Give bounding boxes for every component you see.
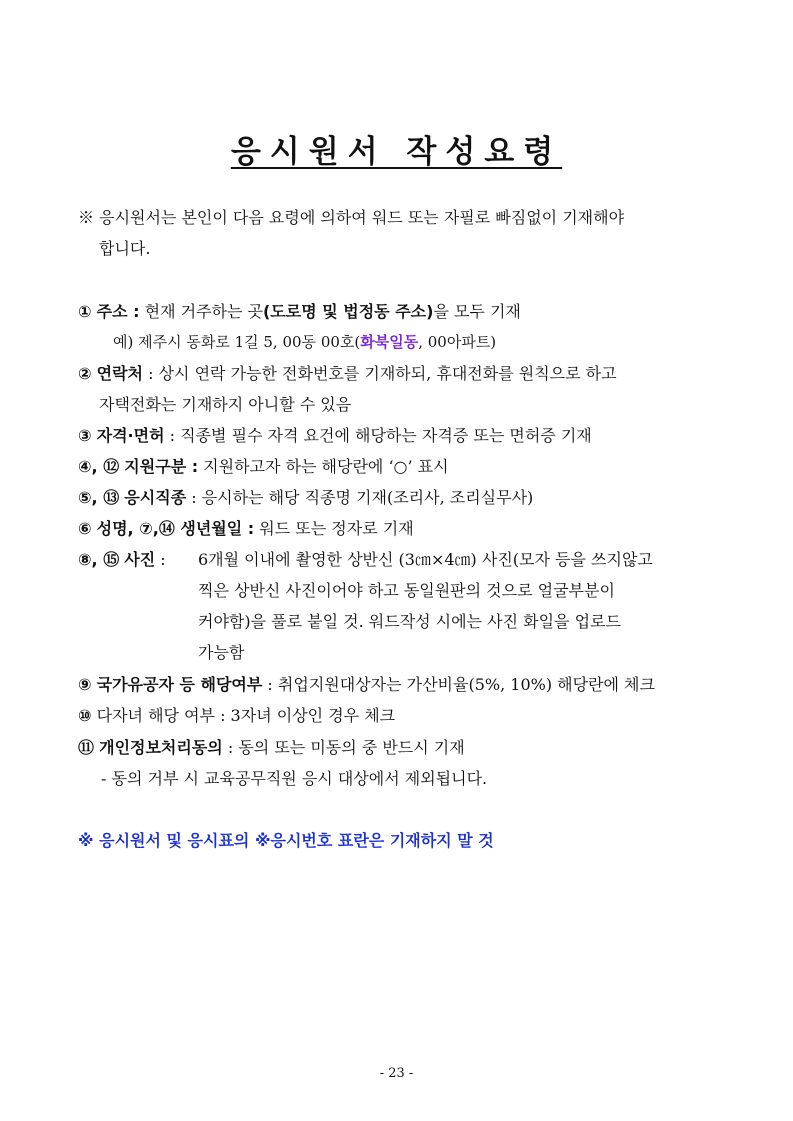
item-number: ⑧, ⑮ <box>78 550 120 569</box>
item-privacy-cont: - 동의 거부 시 교육공무직원 응시 대상에서 제외됩니다. <box>101 769 488 788</box>
item-text: : 상시 연락 가능한 전화번호를 기재하되, 휴대전화를 원칙으로 하고 <box>143 364 617 383</box>
photo-line-1: 6개월 이내에 촬영한 상반신 (3㎝×4㎝) 사진(모자 등을 쓰지않고 <box>198 550 653 569</box>
item-number: ② <box>78 364 92 383</box>
item-text: : 취업지원대상자는 가산비율(5%, 10%) 해당란에 체크 <box>262 675 655 694</box>
item-contact-cont: 자택전화는 기재하지 아니할 수 있음 <box>99 395 352 414</box>
item-label: 응시직종 <box>124 488 187 507</box>
item-text: 다자녀 해당 여부 : 3자녀 이상인 경우 체크 <box>91 706 396 725</box>
item-label: 사진 <box>124 550 156 569</box>
item-text: : 응시하는 해당 직종명 기재(조리사, 조리실무사) <box>186 488 534 507</box>
address-example <box>113 331 496 353</box>
item-photo <box>78 549 166 571</box>
notice-line-1 <box>78 207 624 229</box>
item-text: 지원하고자 하는 해당란에 ‘○’ 표시 <box>198 457 449 476</box>
item-number: ⑩ <box>78 706 92 725</box>
document-title: 응시원서 작성요령 <box>230 134 563 170</box>
item-label: 자격·면허 <box>96 426 165 445</box>
item-text-2: 을 모두 기재 <box>433 302 521 321</box>
item-text: : 직종별 필수 자격 요건에 해당하는 자격증 또는 면허증 기재 <box>164 426 592 445</box>
notice-mark: ※ <box>78 208 95 227</box>
item-application-type <box>78 456 449 478</box>
notice-line-2: 합니다. <box>99 239 151 258</box>
item-number: ⑥ <box>78 519 92 538</box>
item-text: 현재 거주하는 곳 <box>139 302 263 321</box>
item-label: 개인정보처리동의 <box>99 738 223 757</box>
item-veteran <box>78 674 655 696</box>
example-prefix: 예) 제주시 동화로 1길 5, 00동 00호( <box>113 333 361 351</box>
item-label: 국가유공자 등 해당여부 <box>96 675 263 694</box>
item-privacy <box>78 737 465 759</box>
example-highlight: 화북일동 <box>360 333 419 351</box>
item-number: ⑪ <box>78 738 95 757</box>
item-label: 성명, ⑦,⑭ 생년월일 : <box>96 519 255 538</box>
item-label: 주소 : <box>96 302 140 321</box>
item-license <box>78 425 592 447</box>
item-text: 워드 또는 정자로 기재 <box>254 519 414 538</box>
item-label: 지원구분 : <box>124 457 199 476</box>
item-number: ① <box>78 302 92 321</box>
item-job-type <box>78 487 533 509</box>
page-number: - 23 - <box>379 1066 414 1081</box>
item-text: : <box>155 550 166 569</box>
item-bold-text: (도로명 및 법정동 주소) <box>262 302 434 321</box>
notice-text: 응시원서는 본인이 다음 요령에 의하여 워드 또는 자필로 빠짐없이 기재해야 <box>99 208 625 227</box>
item-label: 연락처 <box>96 364 144 383</box>
item-multi-child <box>78 705 395 727</box>
warning-text: ※ 응시원서 및 응시표의 ※응시번호 표란은 기재하지 말 것 <box>78 831 494 850</box>
item-address <box>78 301 521 323</box>
photo-line-2: 찍은 상반신 사진이어야 하고 동일원판의 것으로 얼굴부분이 <box>198 581 615 600</box>
photo-line-4: 가능함 <box>198 643 245 662</box>
item-text: : 동의 또는 미동의 중 반드시 기재 <box>222 738 465 757</box>
item-contact <box>78 363 617 385</box>
photo-line-3: 커야함)을 풀로 붙일 것. 워드작성 시에는 사진 화일을 업로드 <box>198 612 621 631</box>
item-number: ⑤, ⑬ <box>78 488 120 507</box>
example-suffix: , 00아파트) <box>418 333 497 351</box>
item-number: ⑨ <box>78 675 92 694</box>
item-number: ④, ⑫ <box>78 457 120 476</box>
item-number: ③ <box>78 426 92 445</box>
item-name-birth <box>78 518 414 540</box>
